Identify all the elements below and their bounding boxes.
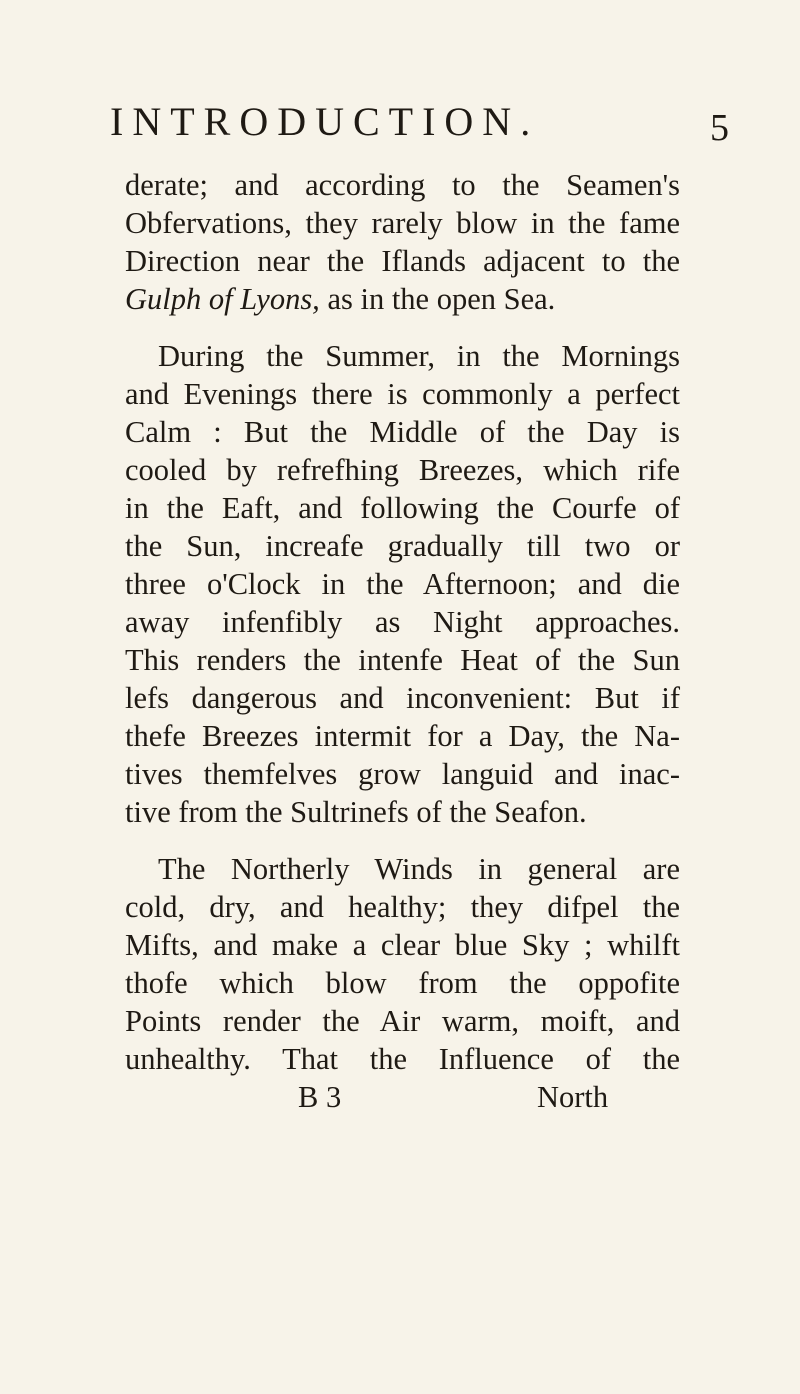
- italic-place-name: Gulph of Lyons,: [125, 282, 320, 316]
- text-line: Obfervations, they rarely blow in the fame: [125, 206, 680, 240]
- text-line: three o'Clock in the Afternoon; and die: [125, 567, 680, 601]
- catchword: North: [537, 1080, 609, 1114]
- text-line: [125, 280, 680, 318]
- text-line: Points render the Air warm, moift, and: [125, 1004, 680, 1038]
- text-line: and Evenings there is commonly a perfect: [125, 377, 680, 411]
- text-line: tives themfelves grow languid and inac-: [125, 757, 680, 791]
- text-line: cold, dry, and healthy; they difpel the: [125, 890, 680, 924]
- paragraph-first-line: During the Summer, in the Mornings: [158, 339, 680, 373]
- text-line: derate; and according to the Seamen's: [125, 168, 680, 202]
- text-line: unhealthy. That the Influence of the: [125, 1042, 680, 1076]
- text-line: in the Eaft, and following the Courfe of: [125, 491, 680, 525]
- running-header: INTRODUCTION.: [110, 99, 540, 144]
- text-line: the Sun, increafe gradually till two or: [125, 529, 680, 563]
- text-line: away infenfibly as Night approaches.: [125, 605, 680, 639]
- text-line: lefs dangerous and inconvenient: But if: [125, 681, 680, 715]
- text-span: as in the open Sea.: [319, 282, 556, 316]
- text-line: This renders the intenfe Heat of the Sun: [125, 643, 680, 677]
- page-number: 5: [710, 107, 729, 149]
- text-line: thefe Breezes intermit for a Day, the Na-: [125, 719, 680, 753]
- text-line: Mifts, and make a clear blue Sky ; whilft: [125, 928, 680, 962]
- text-line: Calm : But the Middle of the Day is: [125, 415, 680, 449]
- text-line: cooled by refrefhing Breezes, which rife: [125, 453, 680, 487]
- text-line: tive from the Sultrinefs of the Seafon.: [125, 795, 587, 829]
- text-line: Direction near the Iflands adjacent to the: [125, 244, 680, 278]
- paragraph-first-line: The Northerly Winds in general are: [158, 852, 680, 886]
- text-line: thofe which blow from the oppofite: [125, 966, 680, 1000]
- signature-mark: B 3: [298, 1080, 342, 1114]
